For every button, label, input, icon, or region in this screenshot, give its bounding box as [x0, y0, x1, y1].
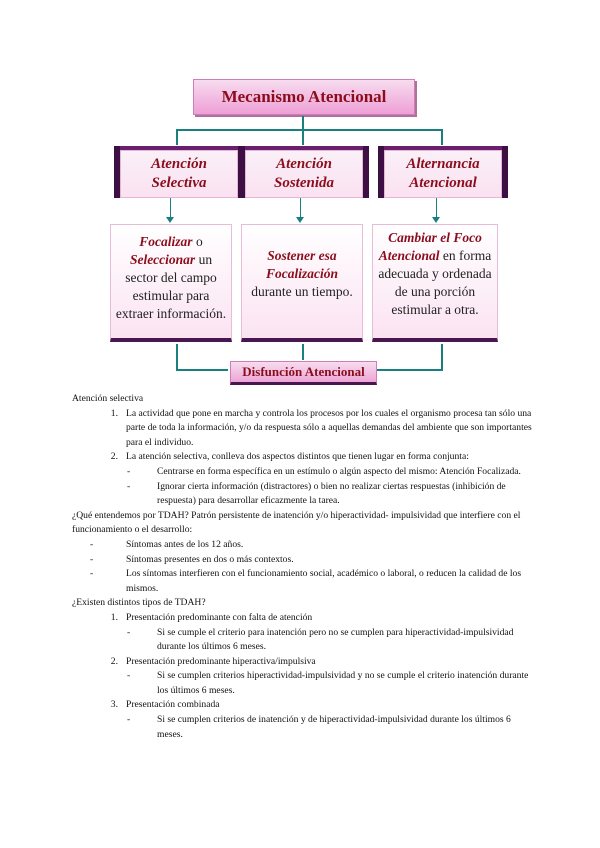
list-text: Presentación combinada	[126, 699, 220, 711]
document-text	[72, 392, 532, 742]
connector	[176, 344, 178, 371]
desc-sustained-a: Sostener esa Focalización	[265, 248, 338, 281]
sub-list-text: Ignorar cierta información (distractores) o bien no realizar ciertas respuestas (inhibición de respuesta) para desarrollar eficazmente la tarea.	[157, 480, 506, 507]
diagram-title: Mecanismo Atencional	[193, 79, 415, 115]
desc-alternating	[372, 224, 498, 342]
connector	[302, 344, 304, 360]
list-item	[72, 698, 532, 713]
sub-list-item	[72, 626, 532, 655]
connector	[170, 198, 171, 218]
connector	[176, 129, 178, 145]
list-text: La atención selectiva, conlleva dos aspectos distintos que tienen lugar en forma conjunta:	[126, 451, 469, 463]
connector	[302, 116, 304, 130]
connector	[441, 129, 443, 145]
head-selective-line1: Atención	[151, 156, 207, 172]
list-number: 2.	[110, 655, 118, 667]
heading-atencion-selectiva: Atención selectiva	[72, 393, 144, 404]
list-text: Síntomas antes de los 12 años.	[126, 538, 244, 550]
head-sustained-line2: Sostenida	[273, 175, 334, 191]
heading-tipos-tdah: ¿Existen distintos tipos de TDAH?	[72, 597, 206, 609]
list-number: 1.	[110, 407, 118, 419]
list-item	[72, 567, 532, 596]
connector	[302, 129, 304, 145]
list-item	[72, 553, 532, 568]
connector	[176, 129, 442, 131]
list-dash: -	[127, 670, 131, 682]
sub-list-item	[72, 480, 532, 509]
connector	[441, 344, 443, 371]
desc-alternating-a: Cambiar el Foco Atencional	[378, 230, 482, 263]
desc-sustained	[241, 224, 363, 342]
desc-sustained-b: durante un tiempo.	[251, 284, 353, 299]
desc-alternating-b: en forma adecuada y ordenada de una porción estimular a otra.	[378, 248, 492, 317]
arrow-down-icon	[432, 217, 440, 223]
list-dash: -	[90, 553, 94, 565]
sub-list-item	[72, 465, 532, 480]
list-dash: -	[127, 480, 131, 492]
list-item	[72, 450, 532, 465]
paragraph-tdah: ¿Qué entendemos por TDAH? Patrón persistente de inatención y/o hiperactividad- impulsividad que interfiere con el funcionamiento o el desarrollo:	[72, 509, 521, 536]
head-selective-line2: Selectiva	[151, 175, 207, 191]
desc-selective-d: un sector del campo estimular para extraer información.	[115, 252, 227, 321]
sub-list-text: Si se cumplen criterios de inatención y de hiperactividad-impulsividad durante los últimos 6 meses.	[157, 714, 511, 740]
list-dash: -	[127, 714, 131, 726]
list-dash: -	[90, 568, 94, 580]
list-item	[72, 407, 532, 451]
list-item	[72, 611, 532, 626]
sub-list-text: Si se cumplen criterios hiperactividad-impulsividad y no se cumple el criterio inatención durante los últimos 6 meses.	[157, 670, 529, 696]
diagram-bottom-box: Disfunción Atencional	[230, 361, 377, 385]
sub-list-text: Si se cumple el criterio para inatención pero no se cumplen para hiperactividad-impulsividad durante los últimos 6 meses.	[157, 626, 514, 653]
head-alternating	[384, 146, 502, 198]
desc-selective	[110, 224, 232, 342]
list-text: Los síntomas interfieren con el funcionamiento social, académico o laboral, o reducen la calidad de los mismos.	[126, 568, 522, 594]
connector	[377, 369, 443, 371]
list-item	[72, 538, 532, 553]
list-number: 2.	[110, 451, 118, 463]
desc-selective-c: Seleccionar	[129, 252, 196, 267]
connector	[300, 198, 301, 218]
list-number: 1.	[110, 611, 118, 623]
list-text: La actividad que pone en marcha y controla los procesos por los cuales el organismo procesa tan sólo una parte de toda la información, y/o da respuesta sólo a aquellas demandas del ambiente que son importantes para el individuo.	[126, 407, 532, 448]
list-dash: -	[127, 626, 131, 638]
list-text: Presentación predominante hiperactiva/impulsiva	[126, 655, 316, 667]
arrow-down-icon	[296, 217, 304, 223]
sub-list-text: Centrarse en forma específica en un estímulo o algún aspecto del mismo: Atención Focalizada.	[157, 465, 521, 477]
list-text: Síntomas presentes en dos o más contextos.	[126, 553, 294, 565]
list-dash: -	[127, 465, 131, 477]
desc-selective-a: Focalizar	[139, 234, 193, 249]
list-number: 3.	[110, 699, 118, 711]
connector	[436, 198, 437, 218]
sub-list-item	[72, 669, 532, 698]
head-sustained-line1: Atención	[276, 156, 332, 172]
attention-mechanism-diagram	[108, 76, 498, 386]
desc-selective-b: o	[192, 234, 203, 249]
head-alternating-line1: Alternancia	[406, 156, 480, 172]
head-selective	[120, 146, 238, 198]
list-text: Presentación predominante con falta de atención	[126, 611, 313, 623]
list-item	[72, 655, 532, 670]
arrow-down-icon	[166, 217, 174, 223]
list-dash: -	[90, 538, 94, 550]
connector	[176, 369, 228, 371]
head-sustained	[245, 146, 363, 198]
sub-list-item	[72, 713, 532, 742]
head-alternating-line2: Atencional	[409, 175, 477, 191]
